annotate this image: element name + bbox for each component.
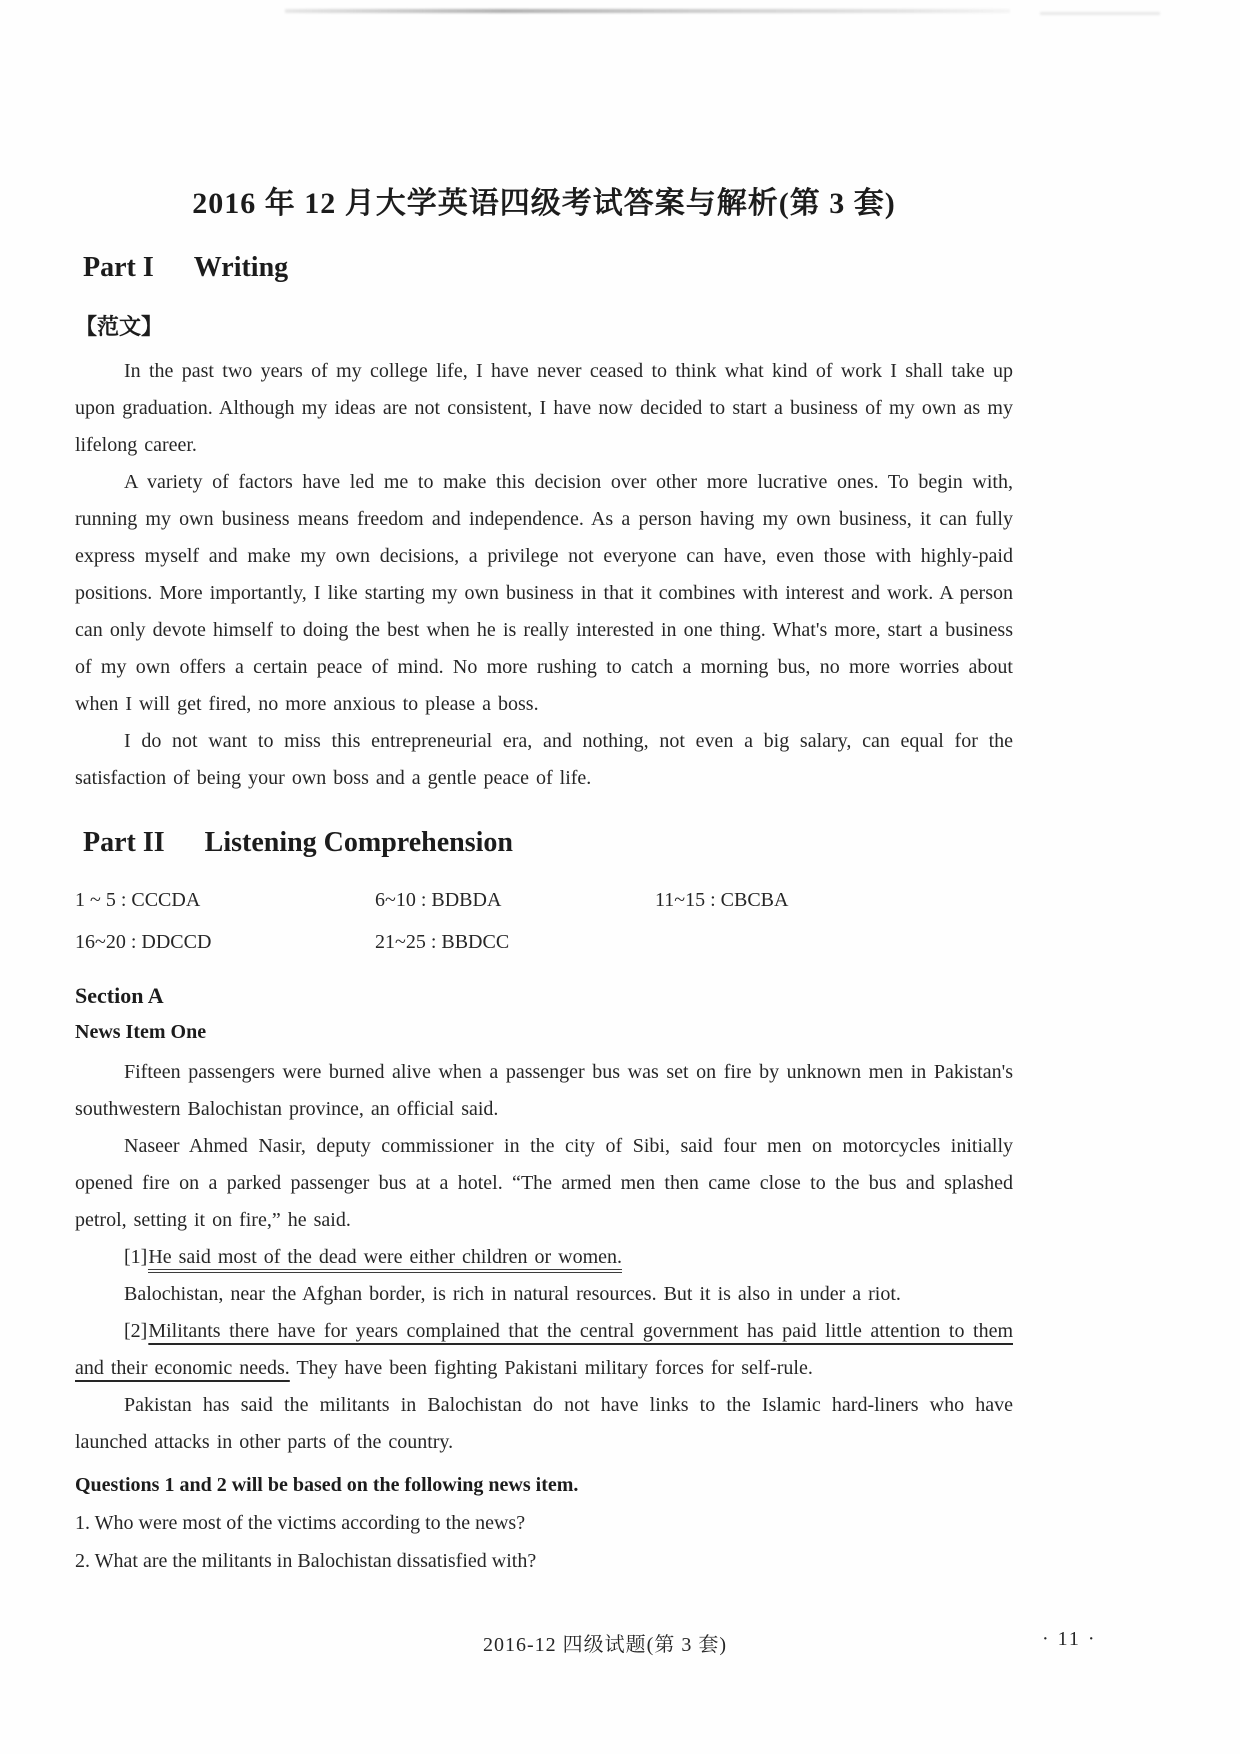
news-paragraph-5-rest: They have been fighting Pakistani military forces for self-rule. (289, 1357, 813, 1379)
page-footer (0, 1628, 1240, 1662)
answer-marker-2: [2] (124, 1320, 148, 1342)
answer-key-cell: 11~15 : CBCBA (655, 889, 789, 911)
answer-key-cell (655, 921, 1013, 963)
questions-intro: Questions 1 and 2 will be based on the following news item. (75, 1474, 579, 1496)
question-1: 1. Who were most of the victims according to the news? (75, 1512, 526, 1534)
part1-heading (83, 252, 1013, 284)
part1-title: Writing (193, 252, 289, 283)
underlined-key-text-1: He said most of the dead were either children or women. (148, 1246, 622, 1273)
answer-key-cell: 6~10 : BDBDA (375, 889, 502, 911)
page-number: · 11 · (1042, 1628, 1097, 1650)
news-paragraph-2: Naseer Ahmed Nasir, deputy commissioner in the city of Sibi, said four men on motorcycles initially opened fire on a parked passenger bus at a hotel. “The armed men then came close to the bus and splashed petrol, setting it on fire,” he said. (75, 1135, 1013, 1231)
news-paragraph-1: Fifteen passengers were burned alive when a passenger bus was set on fire by unknown men in Pakistan's southwestern Balochistan province, an official said. (75, 1061, 1013, 1120)
footer-title: 2016-12 四级试题(第 3 套) (483, 1634, 727, 1656)
news-key-sentence-1 (75, 1239, 1013, 1276)
part2-heading (83, 827, 1013, 859)
underlined-key-text-2: Militants there have for years complained that the central government has paid little attention to them and their economic needs. (75, 1320, 1013, 1379)
part2-title: Listening Comprehension (204, 827, 513, 858)
section-a-heading: Section A (75, 983, 164, 1008)
answer-key-cell: 21~25 : BBDCC (375, 931, 510, 953)
part1-label: Part I (83, 252, 154, 283)
answer-key-cell: 16~20 : DDCCD (75, 931, 212, 953)
news-key-sentence-2 (75, 1313, 1013, 1387)
news-item-one-heading: News Item One (75, 1021, 207, 1043)
answer-marker-1: [1] (124, 1246, 148, 1268)
essay-paragraph-1: In the past two years of my college life, I have never ceased to think what kind of work I shall take up upon graduation. Although my ideas are not consistent, I have now decided to start a business of my own as my lifelong career. (75, 360, 1013, 456)
scan-artifact-streak-small (1040, 12, 1160, 15)
answer-key-row (75, 879, 1013, 921)
page-title: 2016 年 12 月大学英语四级考试答案与解析(第 3 套) (192, 187, 896, 220)
essay-paragraph-3: I do not want to miss this entrepreneurial era, and nothing, not even a big salary, can equal for the satisfaction of being your own boss and a gentle peace of life. (75, 730, 1013, 789)
news-paragraph-4: Balochistan, near the Afghan border, is rich in natural resources. But it is also in under a riot. (124, 1283, 901, 1305)
essay-paragraph-2: A variety of factors have led me to make this decision over other more lucrative ones. To begin with, running my own business means freedom and independence. As a person having my own business, it can fully express myself and make my own decisions, a privilege not everyone can have, even those with highly-paid positions. More importantly, I like starting my own business in that it combines with interest and work. A person can only devote himself to doing the best when he is really interested in one thing. What's more, start a business of my own offers a certain peace of mind. No more rushing to catch a morning bus, no more worries about when I will get fired, no more anxious to please a boss. (75, 471, 1013, 715)
news-paragraph-6: Pakistan has said the militants in Balochistan do not have links to the Islamic hard-liners who have launched attacks in other parts of the country. (75, 1394, 1013, 1453)
scan-artifact-streak (285, 9, 1010, 13)
answer-key-cell: 1 ~ 5 : CCCDA (75, 889, 201, 911)
model-essay-label: 【范文】 (75, 314, 164, 339)
answer-key-row (75, 921, 1013, 963)
page-content (75, 178, 1013, 1580)
answer-key-table (75, 879, 1013, 963)
question-2: 2. What are the militants in Balochistan dissatisfied with? (75, 1550, 537, 1572)
part2-label: Part II (83, 827, 165, 858)
